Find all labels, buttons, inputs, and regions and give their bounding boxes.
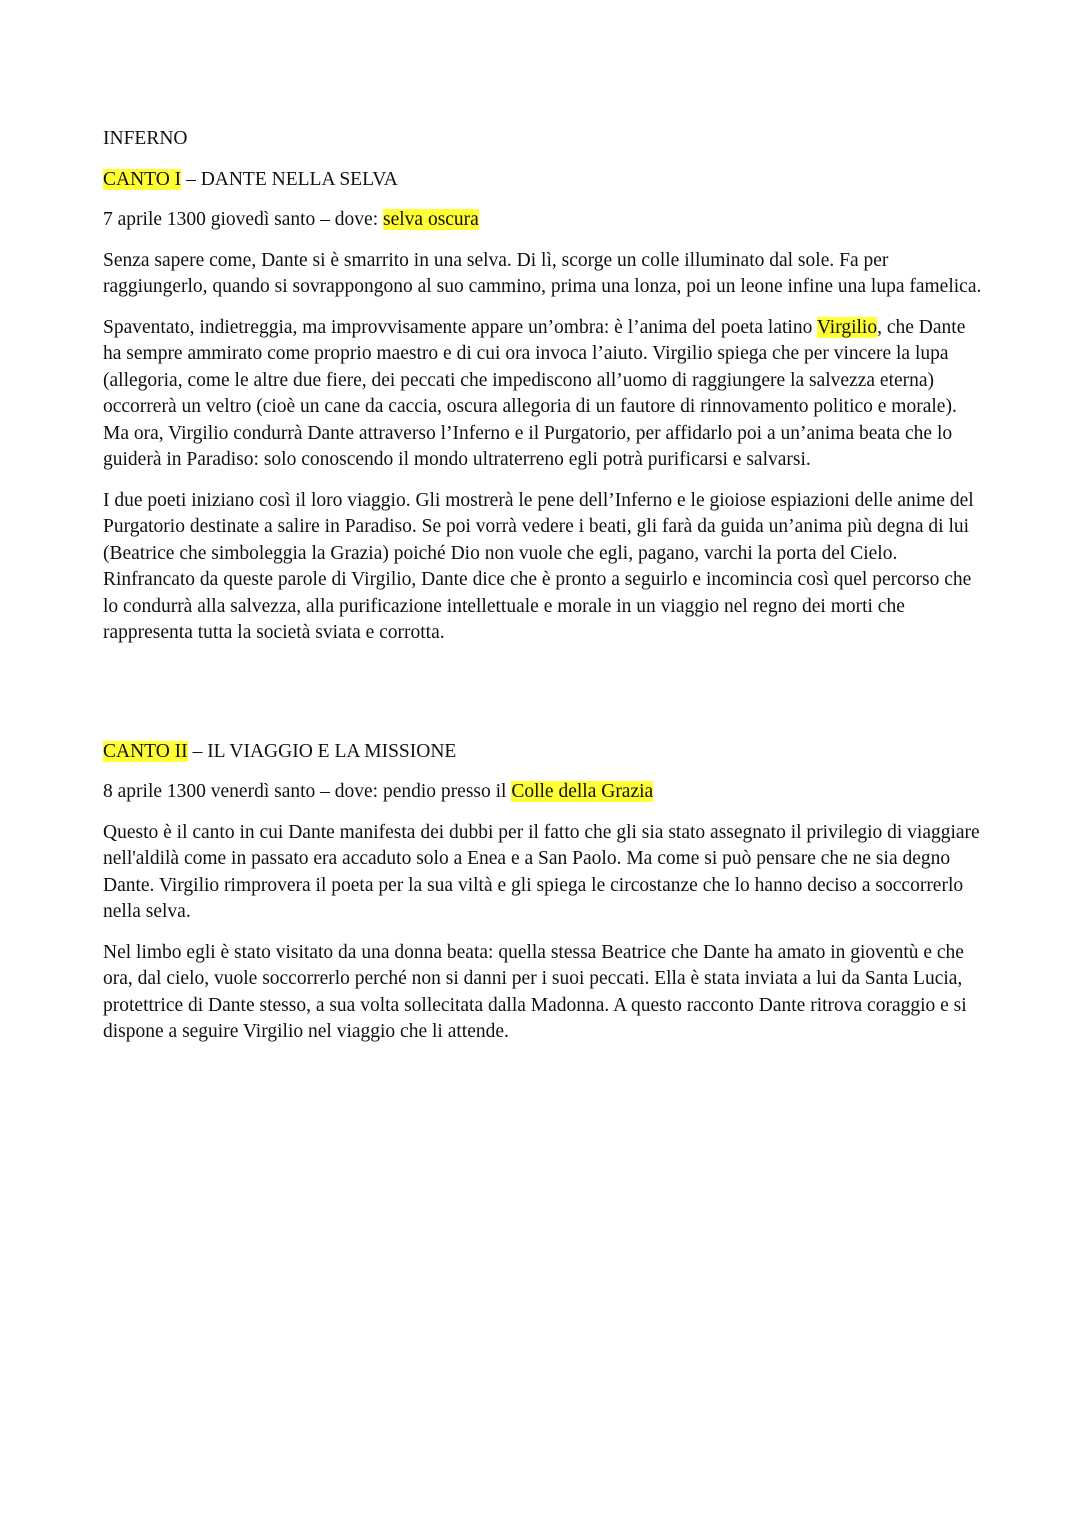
canto-2-place: Colle della Grazia bbox=[511, 781, 654, 802]
document-title: INFERNO bbox=[103, 128, 188, 149]
canto-1-paragraph-2 bbox=[103, 315, 983, 474]
canto-2-title: – IL VIAGGIO E LA MISSIONE bbox=[187, 740, 457, 762]
canto-1-heading bbox=[103, 167, 983, 194]
canto-1-title: – DANTE NELLA SELVA bbox=[181, 168, 398, 190]
document-page bbox=[103, 126, 983, 1046]
canto-2-date: 8 aprile 1300 venerdì santo – dove: pendio presso il bbox=[103, 781, 512, 802]
canto-2-paragraph-1: Questo è il canto in cui Dante manifesta dei dubbi per il fatto che gli sia stato assegnato il privilegio di viaggiare nell'aldilà come in passato era accaduto solo a Enea e a San Paolo. Ma come si può pensare che ne sia degno Dante. Virgilio rimprovera il poeta per la sua viltà e gli spiega le circostanze che lo hanno deciso a soccorrerlo nella selva. bbox=[103, 821, 980, 922]
canto-1-date: 7 aprile 1300 giovedì santo – dove: bbox=[103, 209, 383, 230]
canto-2-heading bbox=[103, 739, 983, 766]
canto-2-meta bbox=[103, 779, 983, 806]
canto-1-paragraph-2-start: Spaventato, indietreggia, ma improvvisamente appare un’ombra: è l’anima del poeta latino bbox=[103, 316, 817, 338]
canto-1-label: CANTO I bbox=[103, 168, 182, 190]
virgilio-highlight: Virgilio bbox=[816, 316, 878, 338]
canto-1-paragraph-3: I due poeti iniziano così il loro viaggio. Gli mostrerà le pene dell’Inferno e le gioiose espiazioni delle anime del Purgatorio destinate a salire in Paradiso. Se poi vorrà vedere i beati, gli farà da guida un’anima più degna di lui (Beatrice che simboleggia la Grazia) poiché Dio non vuole che egli, pagano, varchi la porta del Cielo. Rinfrancato da queste parole di Virgilio, Dante dice che è pronto a seguirlo e incomincia così quel percorso che lo condurrà alla salvezza, alla purificazione intellettuale e morale in un viaggio nel regno dei morti che rappresenta tutta la società sviata e corrotta. bbox=[103, 489, 974, 643]
canto-2-label: CANTO II bbox=[103, 740, 188, 762]
canto-1-meta bbox=[103, 207, 983, 234]
canto-1-paragraph-1: Senza sapere come, Dante si è smarrito in una selva. Di lì, scorge un colle illuminato dal sole. Fa per raggiungerlo, quando si sovrappongono al suo cammino, prima una lonza, poi un leone infine una lupa famelica. bbox=[103, 249, 982, 297]
canto-1-place: selva oscura bbox=[383, 209, 479, 230]
canto-2-paragraph-2: Nel limbo egli è stato visitato da una donna beata: quella stessa Beatrice che Dante ha amato in gioventù e che ora, dal cielo, vuole soccorrerlo perché non si danni per i suoi peccati. Ella è stata inviata a lui da Santa Lucia, protettrice di Dante stesso, a sua volta sollecitata dalla Madonna. A questo racconto Dante ritrova coraggio e si dispone a seguire Virgilio nel viaggio che li attende. bbox=[103, 941, 967, 1042]
canto-1-paragraph-2-end: , che Dante ha sempre ammirato come proprio maestro e di cui ora invoca l’aiuto. Virgilio spiega che per vincere la lupa (allegoria, come le altre due fiere, dei peccati che impediscono all’uomo di raggiungere la salvezza eterna) occorrerà un veltro (cioè un cane da caccia, oscura allegoria di un fautore di rinnovamento politico e morale). Ma ora, Virgilio condurrà Dante attraverso l’Inferno e il Purgatorio, per affidarlo poi a un’anima beata che lo guiderà in Paradiso: solo conoscendo il mondo ultraterreno egli potrà purificarsi e salvarsi. bbox=[103, 316, 966, 470]
